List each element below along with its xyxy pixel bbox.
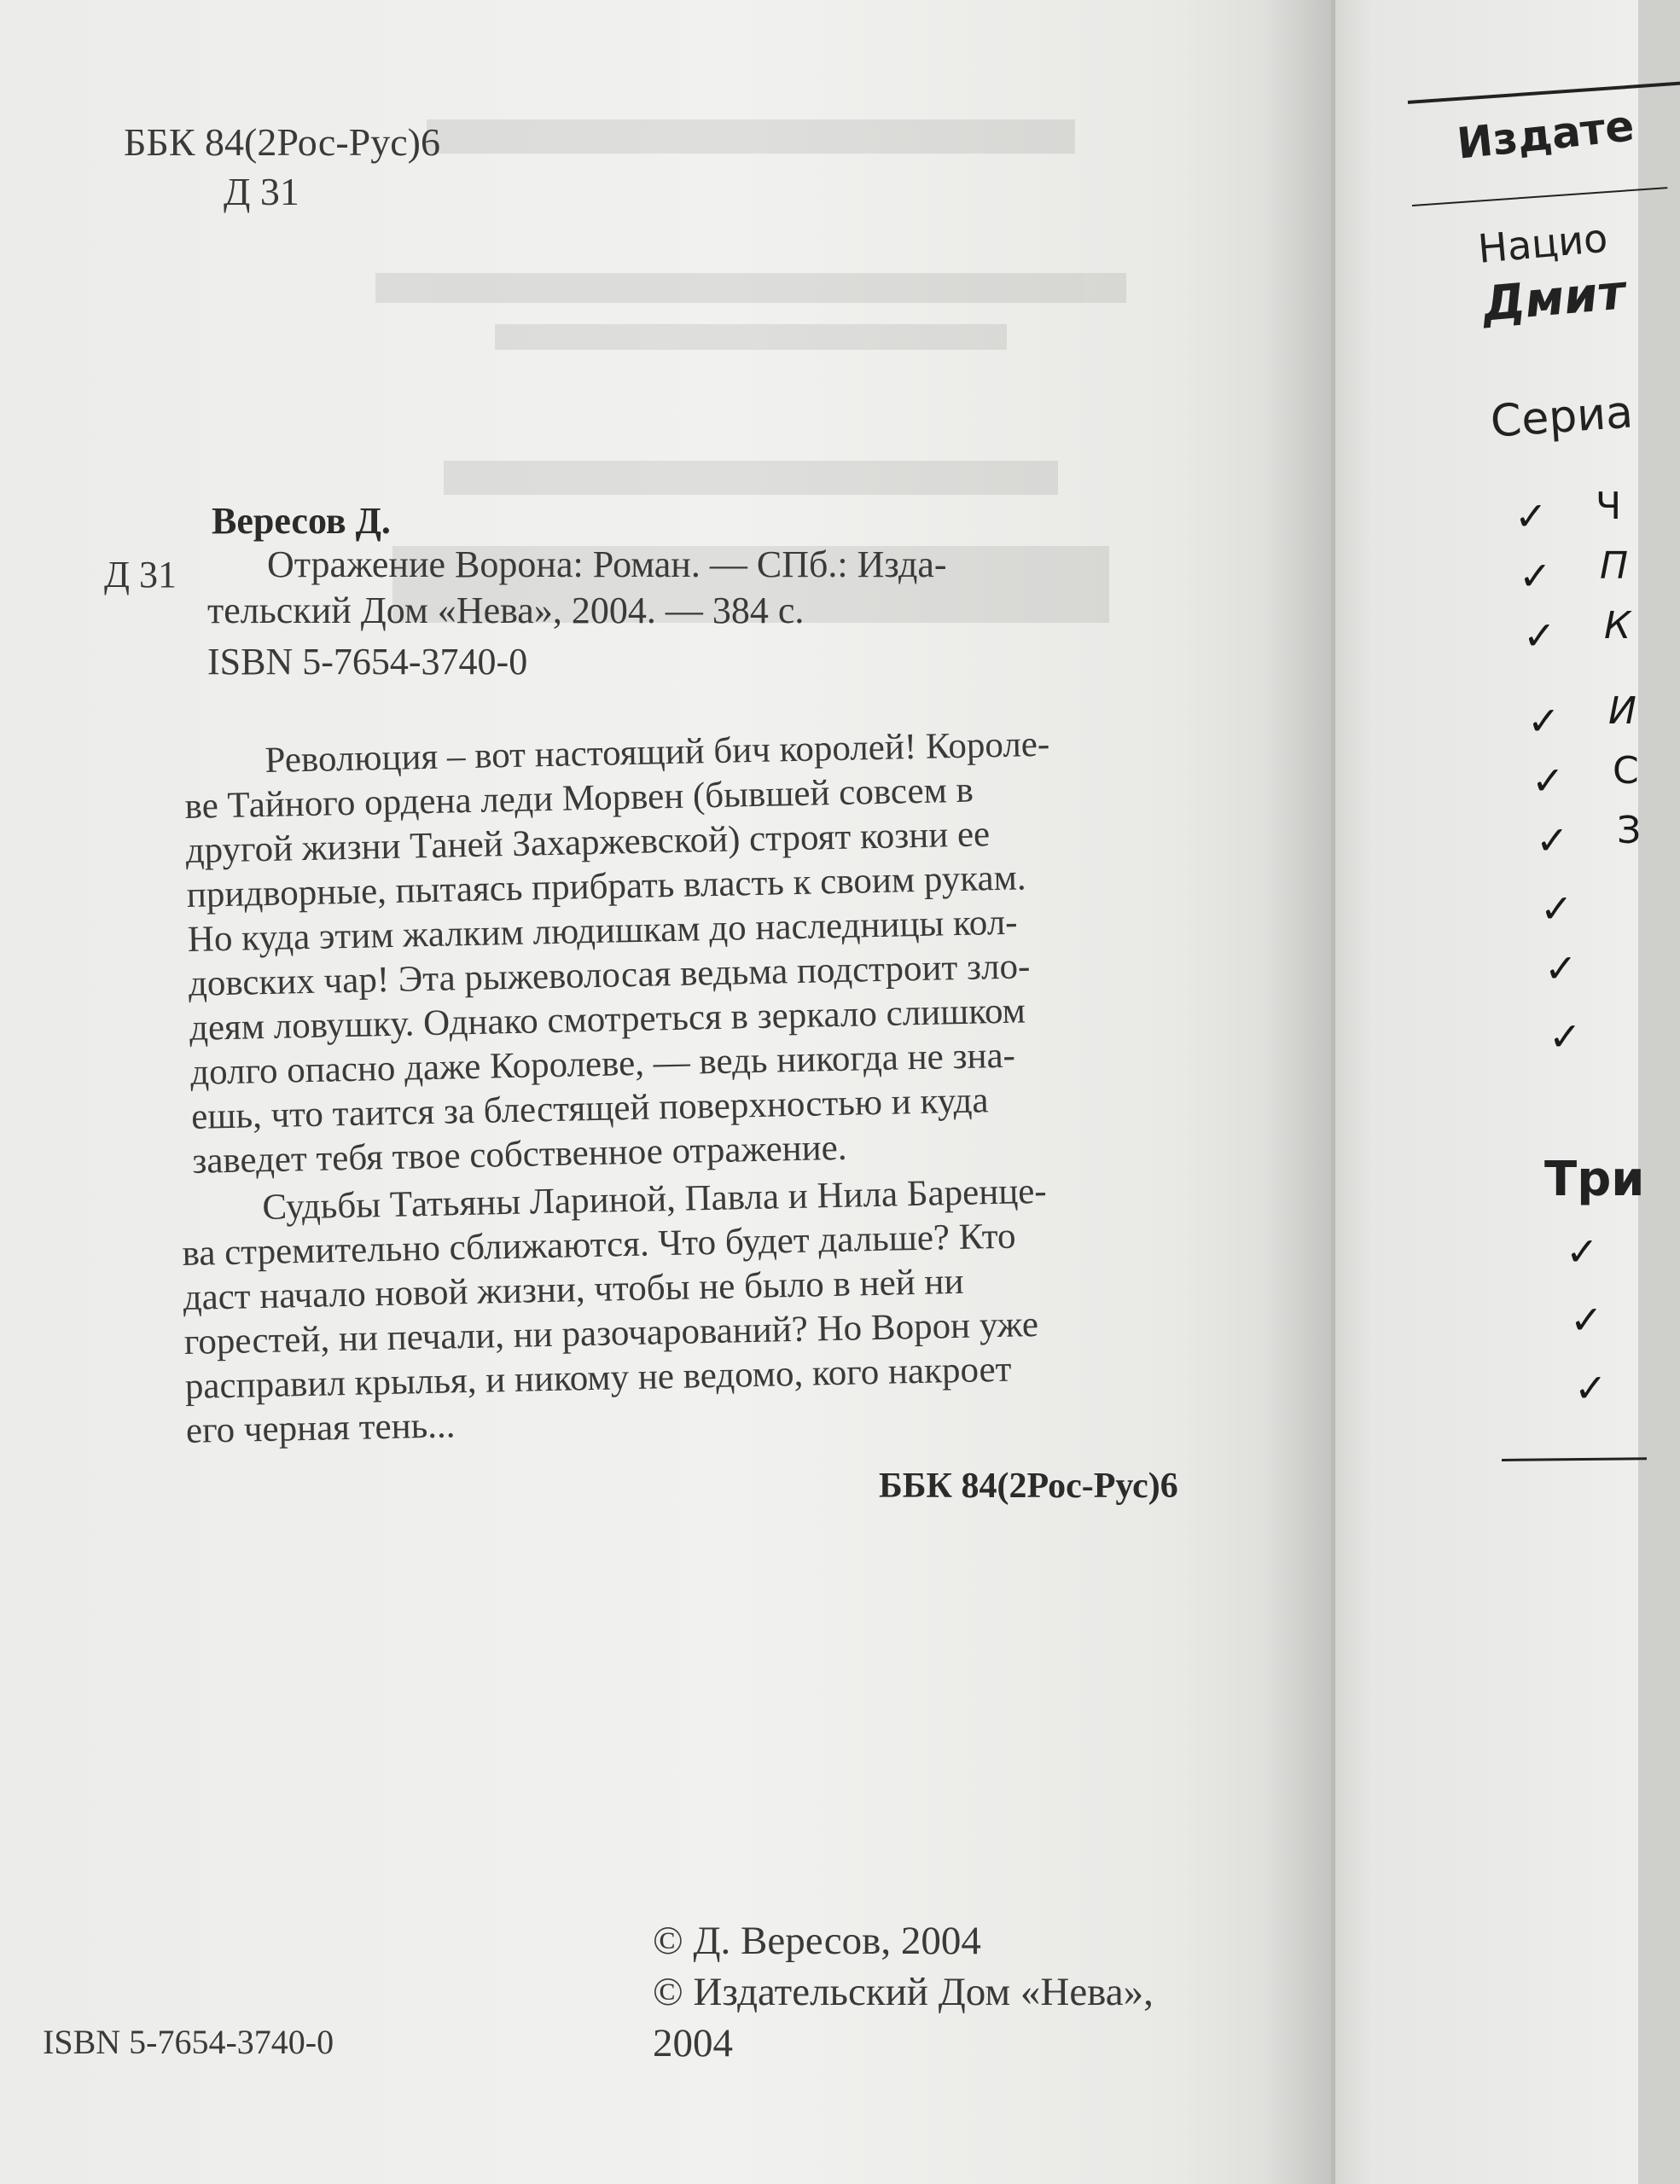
- annotation-line: даст начало новой жизни, чтобы не было в ней ни: [183, 1261, 964, 1318]
- right-page: [1335, 0, 1645, 2184]
- right-section-tri: Три: [1544, 1152, 1645, 1207]
- series-item-letter: И: [1608, 689, 1636, 733]
- annotation-line: ешь, что таится за блестящей поверхностью и куда: [190, 1080, 989, 1137]
- right-line-author: Дмит: [1480, 264, 1628, 333]
- author-mark-mid: Д 31: [104, 554, 177, 595]
- annotation-line: деям ловушку. Однако смотреться в зеркало слишком: [189, 990, 1026, 1048]
- checkmark-icon: ✓: [1540, 886, 1573, 932]
- annotation-line: Но куда этим жалким людишкам до наследницы кол-: [187, 902, 1018, 960]
- annotation-line: ва стремительно сближаются. Что будет дальше? Кто: [182, 1216, 1016, 1274]
- annotation-line: Судьбы Татьяны Лариной, Павла и Нила Баренце-: [262, 1170, 1048, 1228]
- checkmark-icon: ✓: [1566, 1228, 1599, 1275]
- checkmark-icon: ✓: [1549, 1014, 1582, 1060]
- checkmark-icon: ✓: [1519, 553, 1552, 599]
- annotation-line: долго опасно даже Королеве, — ведь никогда не зна-: [189, 1035, 1016, 1093]
- header-rule-bottom: [1412, 187, 1667, 206]
- series-item-letter: З: [1617, 809, 1642, 852]
- copyright-publisher: © Издательский Дом «Нева»,: [653, 1970, 1154, 2014]
- right-section-series: Сериа: [1489, 386, 1635, 448]
- series-item-letter: Ч: [1596, 485, 1622, 528]
- copyright-author: © Д. Вересов, 2004: [653, 1919, 981, 1963]
- annotation-line: горестей, ни печали, ни разочарований? Но Ворон уже: [183, 1304, 1039, 1362]
- section-rule-bottom: [1502, 1457, 1647, 1461]
- bbk-code-top: ББК 84(2Рос-Рус)6: [124, 120, 440, 164]
- checkmark-icon: ✓: [1532, 758, 1565, 804]
- annotation-line: заведет тебя твое собственное отражение.: [191, 1127, 847, 1182]
- author-mark-top: Д 31: [224, 170, 299, 213]
- bbk-code-bottom: ББК 84(2Рос-Рус)6: [879, 1467, 1178, 1506]
- annotation-line: Революция – вот настоящий бич королей! Короле-: [264, 723, 1050, 781]
- author-name: Вересов Д.: [212, 500, 391, 542]
- isbn-mid: ISBN 5-7654-3740-0: [207, 641, 528, 682]
- header-rule-top: [1408, 82, 1680, 104]
- right-line-national: Нацио: [1476, 214, 1610, 272]
- annotation-paragraph-2: [181, 1165, 1235, 1454]
- series-item-letter: П: [1600, 544, 1629, 588]
- annotation-paragraph-1: [183, 718, 1242, 1184]
- right-header: Издате: [1455, 101, 1636, 169]
- checkmark-icon: ✓: [1527, 698, 1561, 744]
- annotation-line: другой жизни Таней Захаржевской) строят козни ее: [185, 814, 991, 871]
- checkmark-icon: ✓: [1514, 493, 1548, 539]
- annotation-line: придворные, пытаясь прибрать власть к своим рукам.: [186, 857, 1026, 915]
- biblio-line-2: тельский Дом «Нева», 2004. — 384 с.: [207, 590, 805, 631]
- series-item-letter: К: [1604, 604, 1631, 648]
- annotation-line: довских чар! Эта рыжеволосая ведьма подстроит зло-: [188, 946, 1031, 1004]
- isbn-bottom: ISBN 5-7654-3740-0: [43, 2023, 334, 2061]
- checkmark-icon: ✓: [1536, 817, 1569, 863]
- annotation-line: ве Тайного ордена леди Морвен (бывшей совсем в: [184, 770, 974, 827]
- checkmark-icon: ✓: [1544, 945, 1578, 991]
- copyright-year: 2004: [653, 2021, 733, 2065]
- checkmark-icon: ✓: [1523, 613, 1556, 659]
- annotation-line: расправил крылья, и никому не ведомо, кого накроет: [184, 1349, 1012, 1407]
- checkmark-icon: ✓: [1574, 1365, 1607, 1411]
- checkmark-icon: ✓: [1570, 1297, 1603, 1343]
- annotation-line: его черная тень...: [185, 1405, 456, 1451]
- series-item-letter: С: [1613, 749, 1639, 793]
- biblio-line-1: Отражение Ворона: Роман. — СПб.: Изда-: [267, 543, 947, 585]
